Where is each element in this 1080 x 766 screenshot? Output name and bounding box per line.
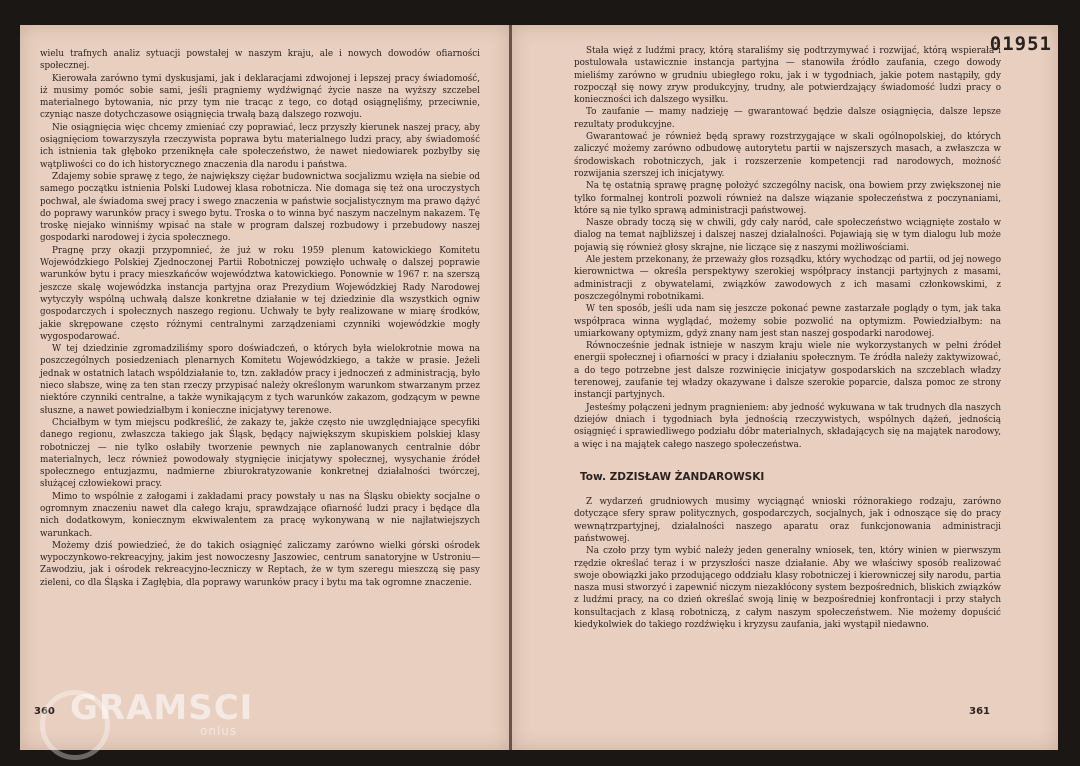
paragraph: Pragnę przy okazji przypomnieć, że już w roku 1959 plenum katowickiego Komitetu Wojewódzkiego Polskiej Zjednoczonej Partii Robotniczej powzięło uchwałę o dalszej poprawie warunków bytu i pracy mieszkańców województwa katowickiego. Ponownie w 1967 r. na szerszą jeszcze skalę wojewódzka instancja partyjna oraz Prezydium Wojewódzkiej Rady Narodowej wytyczyły wspólną uchwałą dalsze konkretne działanie w tej dziedzinie dla wszystkich ogniw gospodarczych i społecznych naszego regionu. Uchwały te były realizowane w miarę środków, jakie skrępowane często różnymi centralnymi zarządzeniami czynniki wojewódzkie mogły wygospodarować.: [40, 245, 480, 342]
paragraph: Na tę ostatnią sprawę pragnę położyć szczególny nacisk, ona bowiem przy zwiększonej nie tylko formalnej kontroli pozwoli również na dalsze wiązanie społeczeństwa z poczynaniami, które są nie tylko sprawą administracji państwowej.: [574, 181, 1001, 216]
paragraph: W tej dziedzinie zgromadziliśmy sporo doświadczeń, o których była wielokrotnie mowa na poszczególnych posiedzeniach plenarnych Komitetu Wojewódzkiego, a także w prasie. Jeżeli jednak w ostatnich latach wspóldziałanie to, tzn. zakładów pracy i jednoczeń z administracją, było nieco słabsze, winę za ten stan rzeczy przypisać należy określonym warunkom stwarzanym przez niektóre czynniki centralne, a także wynikającym z tych warunków zakazom, godzącym w pewne słuszne, a nawet powiedziałbym i konieczne inicjatywy terenowe.: [40, 344, 480, 416]
paragraph: Mimo to wspólnie z załogami i zakładami pracy powstały u nas na Śląsku obiekty socjalne o ogromnym znaczeniu nawet dla całego kraju, sprawdzające ofiarność ludzi pracy i będące dla nich dodatkowym, koniecznym ekwiwalentem za pracę wykonywaną w nie najłatwiejszych warunkach.: [40, 491, 480, 539]
right-page: [512, 25, 1058, 750]
paragraph: wielu trafnych analiz sytuacji powstałej w naszym kraju, ale i nowych dowodów ofiarności społecznej.: [40, 49, 480, 72]
paragraph: Nasze obrady toczą się w chwili, gdy cały naród, całe społeczeństwo wciągnięte zostało w dialog na temat najbliższej i dalszej naszej działalności. Pojawiają się w tym dialogu lub może pojawią się również głosy skrajne, nie liczące się z naszymi możliwościami.: [574, 218, 1001, 253]
page-number: 361: [969, 706, 990, 717]
paragraph: Zdajemy sobie sprawę z tego, że największy ciężar budownictwa socjalizmu wzięła na siebie od samego początku istnienia Polski Ludowej klasa robotnicza. Nie domaga się też ona uroczystych pochwał, ale świadoma swej pracy i swego znaczenia w państwie socjalistycznym ma prawo dążyć do poprawy warunków pracy i swego bytu. Troska o to winna być naszym naczelnym nakazem. Tę troskę niejako winniśmy wpisać na stałe w program dalszej rozbudowy i przebudowy naszej gospodarki narodowej i życia społecznego.: [40, 171, 480, 244]
watermark-sub: onlus: [200, 724, 238, 738]
paragraph: Równocześnie jednak istnieje w naszym kraju wiele nie wykorzystanych w pełni źródeł energii społecznej i ofiarności w pracy i działaniu społecznym. Te źródła należy zaktywizować, a do tego potrzebne jest dalsze rozwinięcie inicjatyw gospodarskich na szczeblach władzy terenowej, zaufanie tej władzy okazywane i dalsze szerokie poparcie, dalsza pomoc ze strony instancji partyjnych.: [574, 341, 1001, 401]
watermark-name: GRAMSCI: [70, 688, 254, 728]
left-page-text: [40, 48, 480, 589]
paragraph: Jesteśmy połączeni jednym pragnieniem: aby jedność wykuwana w tak trudnych dla naszych dziejów dniach i tygodniach była jednością rzeczywistych, wspólnych dążeń, jednością osiągnięć i sprawiedliwego podziału dóbr materialnych, składających się na majątek narodowy, a więc i na majątek całego naszego społeczeństwa.: [574, 402, 1001, 450]
paragraph: Z wydarzeń grudniowych musimy wyciągnąć wnioski różnorakiego rodzaju, zarówno dotyczące sfery spraw politycznych, gospodarczych, socjalnych, jak i odnoszące się do pracy wewnątrzpartyjnej, działalności naszego aparatu oraz funkcjonowania administracji państwowej.: [574, 497, 1001, 544]
paragraph: Stała więź z ludźmi pracy, którą staraliśmy się podtrzymywać i rozwijać, którą wspierała i postulowała ustawicznie instancja partyjna — stanowiła źródło zaufania, czego dowody mieliśmy zarówno w grudniu ubiegłego roku, jak i w tygodniach, jakie potem nastąpiły, gdy rozpoczął się nowy zryw produkcyjny, trudny, ale potwierdzający świadomość ludzi pracy o konieczności ich dalszego wysiłku.: [574, 46, 1001, 106]
archive-stamp: 01951: [989, 33, 1052, 55]
paragraph: To zaufanie — mamy nadzieję — gwarantować będzie dalsze osiągnięcia, dalsze lepsze rezultaty produkcyjne.: [574, 107, 1001, 130]
paragraph: Ale jestem przekonany, że przeważy głos rozsądku, który wychodząc od partii, od jej nowego kierownictwa — określa perspektywy szerokiej współpracy instancji partyjnych z masami, administracji z obywatelami, związków zawodowych z ich masami członkowskimi, z poszczególnymi robotnikami.: [574, 255, 1001, 302]
page-number: 360: [34, 706, 55, 717]
paragraph: Gwarantować je również będą sprawy rozstrzygające w skali ogólnopolskiej, do których zaliczyć możemy zarówno odbudowę autorytetu partii w najszerszych masach, a zwłaszcza w środowiskach robotniczych, jak i rozszerzenie kompetencji rad narodowych, możność rozwijania szerszej ich inicjatywy.: [574, 132, 1001, 179]
paragraph: Chciałbym w tym miejscu podkreślić, że zakazy te, jakże często nie uwzględniające specyfiki danego regionu, zwłaszcza takiego jak Śląsk, będący największym skupiskiem polskiej klasy robotniczej — nie tylko osłabiły tworzenie pewnych nie zaplanowanych centralnie dóbr materialnych, lecz również powodowały stygnięcie inicjatywy społecznej, wysychanie źródeł społecznego entuzjazmu, nadmierne zbiurokratyzowanie konkretnej działalności twórczej, służącej człowiekowi pracy.: [40, 417, 480, 490]
right-page-text: [574, 45, 1001, 631]
paragraph: Możemy dziś powiedzieć, że do takich osiągnięć zaliczamy zarówno wielki górski ośrodek wypoczynkowo-rekreacyjny, jakim jest nowoczesny Jaszowiec, centrum sanatoryjne w Ustroniu—Zawodziu, jak i ośrodek rekreacyjno-leczniczy w Reptach, że w tym szeregu mieszczą się pasy zieleni, co dla Śląska i Zagłębia, dla poprawy warunków pracy i bytu ma tak ogromne znaczenie.: [40, 540, 480, 588]
paragraph: Kierowała zarówno tymi dyskusjami, jak i deklaracjami zdwojonej i lepszej pracy świadomość, iż musimy pomóc sobie sami, jeśli pragniemy wydźwignąć życie nasze na wyższy szczebel materialnego bytowania, nic przy tym nie tracąc z tego, co dotąd osiągnęliśmy, przeciwnie, czyniąc nasze dotychczasowe osiągnięcia trwałą bazą dalszego rozwoju.: [40, 73, 480, 121]
paragraph: Nie osiągnięcia więc chcemy zmieniać czy poprawiać, lecz przyszły kierunek naszej pracy, aby osiągnięciom towarzyszyła rzeczywista poprawa bytu materialnego ludzi pracy, aby świadomość ich istnienia tak głęboko przeniknęła całe społeczeństwo, że nawet niedowiarek pozbyłby się wątpliwości co do ich historycznego znaczenia dla narodu i państwa.: [40, 122, 480, 170]
left-page: [20, 25, 509, 750]
watermark-logo: [70, 688, 254, 738]
paragraph: W ten sposób, jeśli uda nam się jeszcze pokonać pewne zastarzałe poglądy o tym, jak taka współpraca winna wyglądać, możemy sobie pozwolić na optymizm. Powiedziałbym: na umiarkowany optymizm, gdyż znany nam jest stan naszej gospodarki narodowej.: [574, 304, 1001, 339]
speaker-heading: Tow. ZDZISŁAW ŻANDAROWSKI: [580, 470, 765, 483]
paragraph: Na czoło przy tym wybić należy jeden generalny wniosek, ten, który winien w pierwszym rzędzie określać teraz i w przyszłości nasze działanie. Aby we właściwy sposób realizować swoje obowiązki jako przodującego oddziału klasy robotniczej i kierowniczej siły narodu, partia nasza musi stworzyć i zapewnić niczym niezakłócony system bezpośrednich, bliskich związków z ludźmi pracy, na co dzień określać swoją linię w bezpośredniej konfrontacji i przy stałych konsultacjach z klasą robotniczą, z całym naszym społeczeństwem. Nie możemy dopuścić kiedykolwiek do takiego rozdźwięku i kryzysu zaufania, jaki wystąpił niedawno.: [574, 546, 1001, 631]
